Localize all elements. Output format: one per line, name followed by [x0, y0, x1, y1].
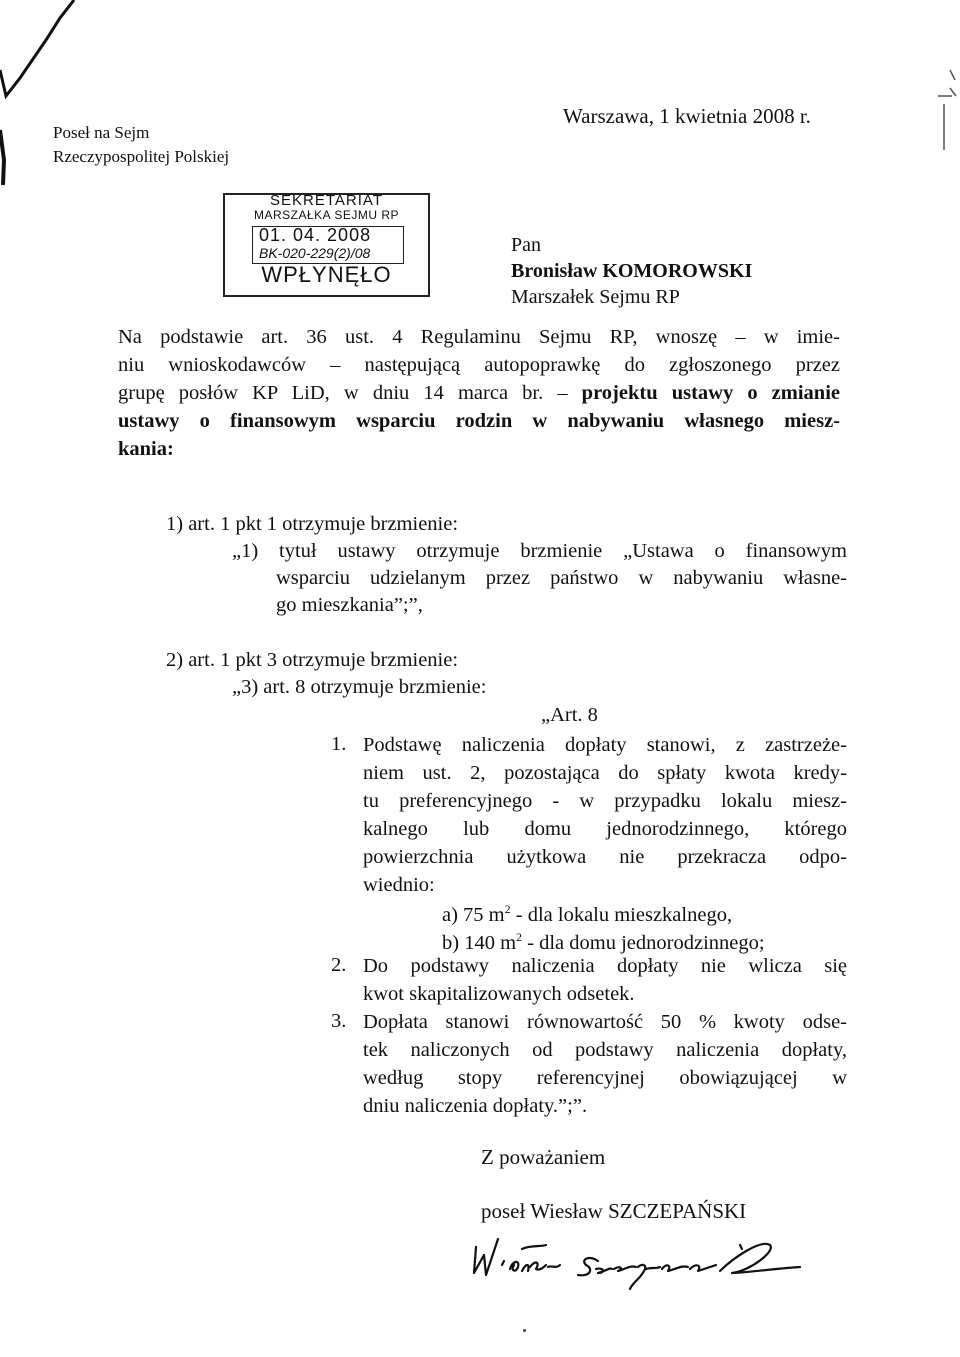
article-item-3-line-4: dniu naliczenia dopłaty.”;”. — [363, 1095, 588, 1117]
recipient-name: Bronisław KOMOROWSKI — [511, 260, 753, 282]
sub-item-a-superscript: 2 — [504, 902, 511, 916]
date-line: Warszawa, 1 kwietnia 2008 r. — [563, 104, 811, 128]
point-1-header: 1) art. 1 pkt 1 otrzymuje brzmienie: — [166, 513, 459, 535]
article-item-1-line-6: wiednio: — [363, 874, 435, 896]
sub-item-a-prefix: a) 75 m — [442, 903, 505, 926]
sub-item-a-suffix: - dla lokalu mieszkalnego, — [510, 903, 733, 926]
article-item-3-line-1: Dopłata stanowi równowartość 50 % kwoty odse- — [363, 1011, 847, 1033]
recipient-title: Marszałek Sejmu RP — [511, 286, 680, 308]
point-2-sub: „3) art. 8 otrzymuje brzmienie: — [232, 676, 487, 698]
intro-line-3 — [118, 379, 840, 407]
intro-line-5: kania: — [118, 438, 174, 460]
article-item-1-line-5: powierzchnia użytkowa nie przekracza odpo- — [363, 846, 847, 868]
received-stamp — [223, 193, 430, 297]
sub-item-b-suffix: - dla domu jednorodzinnego; — [522, 931, 765, 954]
article-item-3-number: 3. — [331, 1010, 347, 1032]
intro-line-2: niu wnioskodawców – następującą autopoprawkę do zgłoszonego przez — [118, 354, 840, 376]
signer-name: poseł Wiesław SZCZEPAŃSKI — [481, 1199, 747, 1223]
sender-line-1: Poseł na Sejm — [53, 123, 150, 142]
article-item-2-number: 2. — [331, 954, 347, 976]
sender-line-2: Rzeczypospolitej Polskiej — [53, 147, 230, 166]
article-item-1-line-4: kalnego lub domu jednorodzinnego, którego — [363, 818, 847, 840]
article-item-3 — [363, 1008, 847, 1120]
point-2-header: 2) art. 1 pkt 3 otrzymuje brzmienie: — [166, 649, 459, 671]
point-1-line-2: wsparciu udzielanym przez państwo w nabywaniu własne- — [276, 567, 847, 589]
sub-item-b-superscript: 2 — [516, 930, 523, 944]
article-item-2-line-1: Do podstawy naliczenia dopłaty nie wlicza się — [363, 955, 847, 977]
point-1-line-1: „1) tytuł ustawy otrzymuje brzmienie „Ustawa o finansowym — [232, 540, 847, 562]
stamp-inner-box — [252, 226, 404, 264]
point-1-line-3: go mieszkania”;”, — [276, 594, 423, 616]
stamp-line-1: SEKRETARIAT — [270, 192, 383, 209]
handwritten-signature — [470, 1225, 850, 1295]
recipient-salutation: Pan — [511, 234, 541, 256]
stamp-reference: BK-020-229(2)/08 — [259, 245, 371, 261]
sender-block — [53, 121, 229, 169]
intro-line-1: Na podstawie art. 36 ust. 4 Regulaminu Sejmu RP, wnoszę – w imie- — [118, 326, 840, 348]
article-item-2 — [363, 952, 847, 1008]
scan-dot — [523, 1329, 526, 1332]
article-item-3-line-2: tek naliczonych od podstawy naliczenia dopłaty, — [363, 1039, 847, 1061]
intro-line-3-bold: projektu ustawy o zmianie — [581, 382, 840, 404]
article-item-1-line-1: Podstawę naliczenia dopłaty stanowi, z zastrzeże- — [363, 734, 847, 756]
article-item-3-line-3: według stopy referencyjnej obowiązującej w — [363, 1067, 847, 1089]
sub-item-b-prefix: b) 140 m — [442, 931, 517, 954]
article-item-1 — [363, 731, 847, 899]
recipient-block — [511, 232, 752, 310]
article-heading: „Art. 8 — [541, 704, 598, 726]
intro-line-4: ustawy o finansowym wsparciu rodzin w nabywaniu własnego miesz- — [118, 410, 840, 432]
stamp-date: 01. 04. 2008 — [259, 225, 372, 245]
intro-line-3-normal: grupę posłów KP LiD, w dniu 14 marca br. – — [118, 382, 582, 404]
closing-phrase: Z poważaniem — [481, 1145, 606, 1169]
article-item-1-line-2: niem ust. 2, pozostająca do spłaty kwota kredy- — [363, 762, 847, 784]
stamp-line-2: MARSZAŁKA SEJMU RP — [253, 208, 400, 222]
article-item-1-number: 1. — [331, 733, 347, 755]
article-item-1-line-3: tu preferencyjnego - w przypadku lokalu miesz- — [363, 790, 847, 812]
stamp-received-label: WPŁYNĘŁO — [261, 262, 392, 287]
intro-paragraph — [118, 323, 840, 463]
article-item-2-line-2: kwot skapitalizowanych odsetek. — [363, 983, 635, 1005]
